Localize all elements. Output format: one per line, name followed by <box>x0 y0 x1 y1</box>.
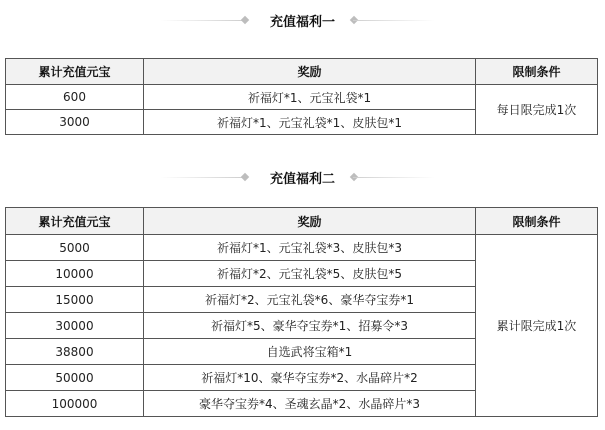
recharge-amount: 30000 <box>6 313 144 339</box>
table-header-row <box>6 59 598 85</box>
section-1-title: 充值福利一 <box>269 15 335 30</box>
recharge-amount: 38800 <box>6 339 144 365</box>
reward-items: 祈福灯*10、豪华夺宝券*2、水晶碎片*2 <box>144 365 476 391</box>
limit-condition: 累计限完成1次 <box>476 235 598 417</box>
recharge-amount: 5000 <box>6 235 144 261</box>
section-2-heading <box>0 167 605 187</box>
recharge-amount: 15000 <box>6 287 144 313</box>
recharge-benefit-2-table <box>5 207 598 417</box>
reward-items: 祈福灯*2、元宝礼袋*6、豪华夺宝券*1 <box>144 287 476 313</box>
reward-items: 祈福灯*5、豪华夺宝券*1、招募令*3 <box>144 313 476 339</box>
reward-items: 祈福灯*1、元宝礼袋*1、皮肤包*1 <box>144 110 476 135</box>
header-reward: 奖励 <box>144 59 476 85</box>
header-limit: 限制条件 <box>476 208 598 235</box>
recharge-amount: 100000 <box>6 391 144 417</box>
table-row <box>6 235 598 261</box>
recharge-amount: 50000 <box>6 365 144 391</box>
limit-condition: 每日限完成1次 <box>476 85 598 135</box>
header-cumulative-recharge: 累计充值元宝 <box>6 59 144 85</box>
header-cumulative-recharge: 累计充值元宝 <box>6 208 144 235</box>
section-2-title: 充值福利二 <box>269 172 335 187</box>
header-limit: 限制条件 <box>476 59 598 85</box>
recharge-amount: 3000 <box>6 110 144 135</box>
header-reward: 奖励 <box>144 208 476 235</box>
recharge-amount: 10000 <box>6 261 144 287</box>
table-row <box>6 85 598 110</box>
divider-line <box>353 177 435 178</box>
recharge-amount: 600 <box>6 85 144 110</box>
reward-items: 祈福灯*1、元宝礼袋*3、皮肤包*3 <box>144 235 476 261</box>
divider-line <box>353 20 435 21</box>
recharge-benefit-1-table <box>5 58 598 135</box>
reward-items: 自选武将宝箱*1 <box>144 339 476 365</box>
reward-items: 祈福灯*2、元宝礼袋*5、皮肤包*5 <box>144 261 476 287</box>
section-1-heading <box>0 10 605 30</box>
reward-items: 祈福灯*1、元宝礼袋*1 <box>144 85 476 110</box>
reward-items: 豪华夺宝券*4、圣魂玄晶*2、水晶碎片*3 <box>144 391 476 417</box>
table-header-row <box>6 208 598 235</box>
